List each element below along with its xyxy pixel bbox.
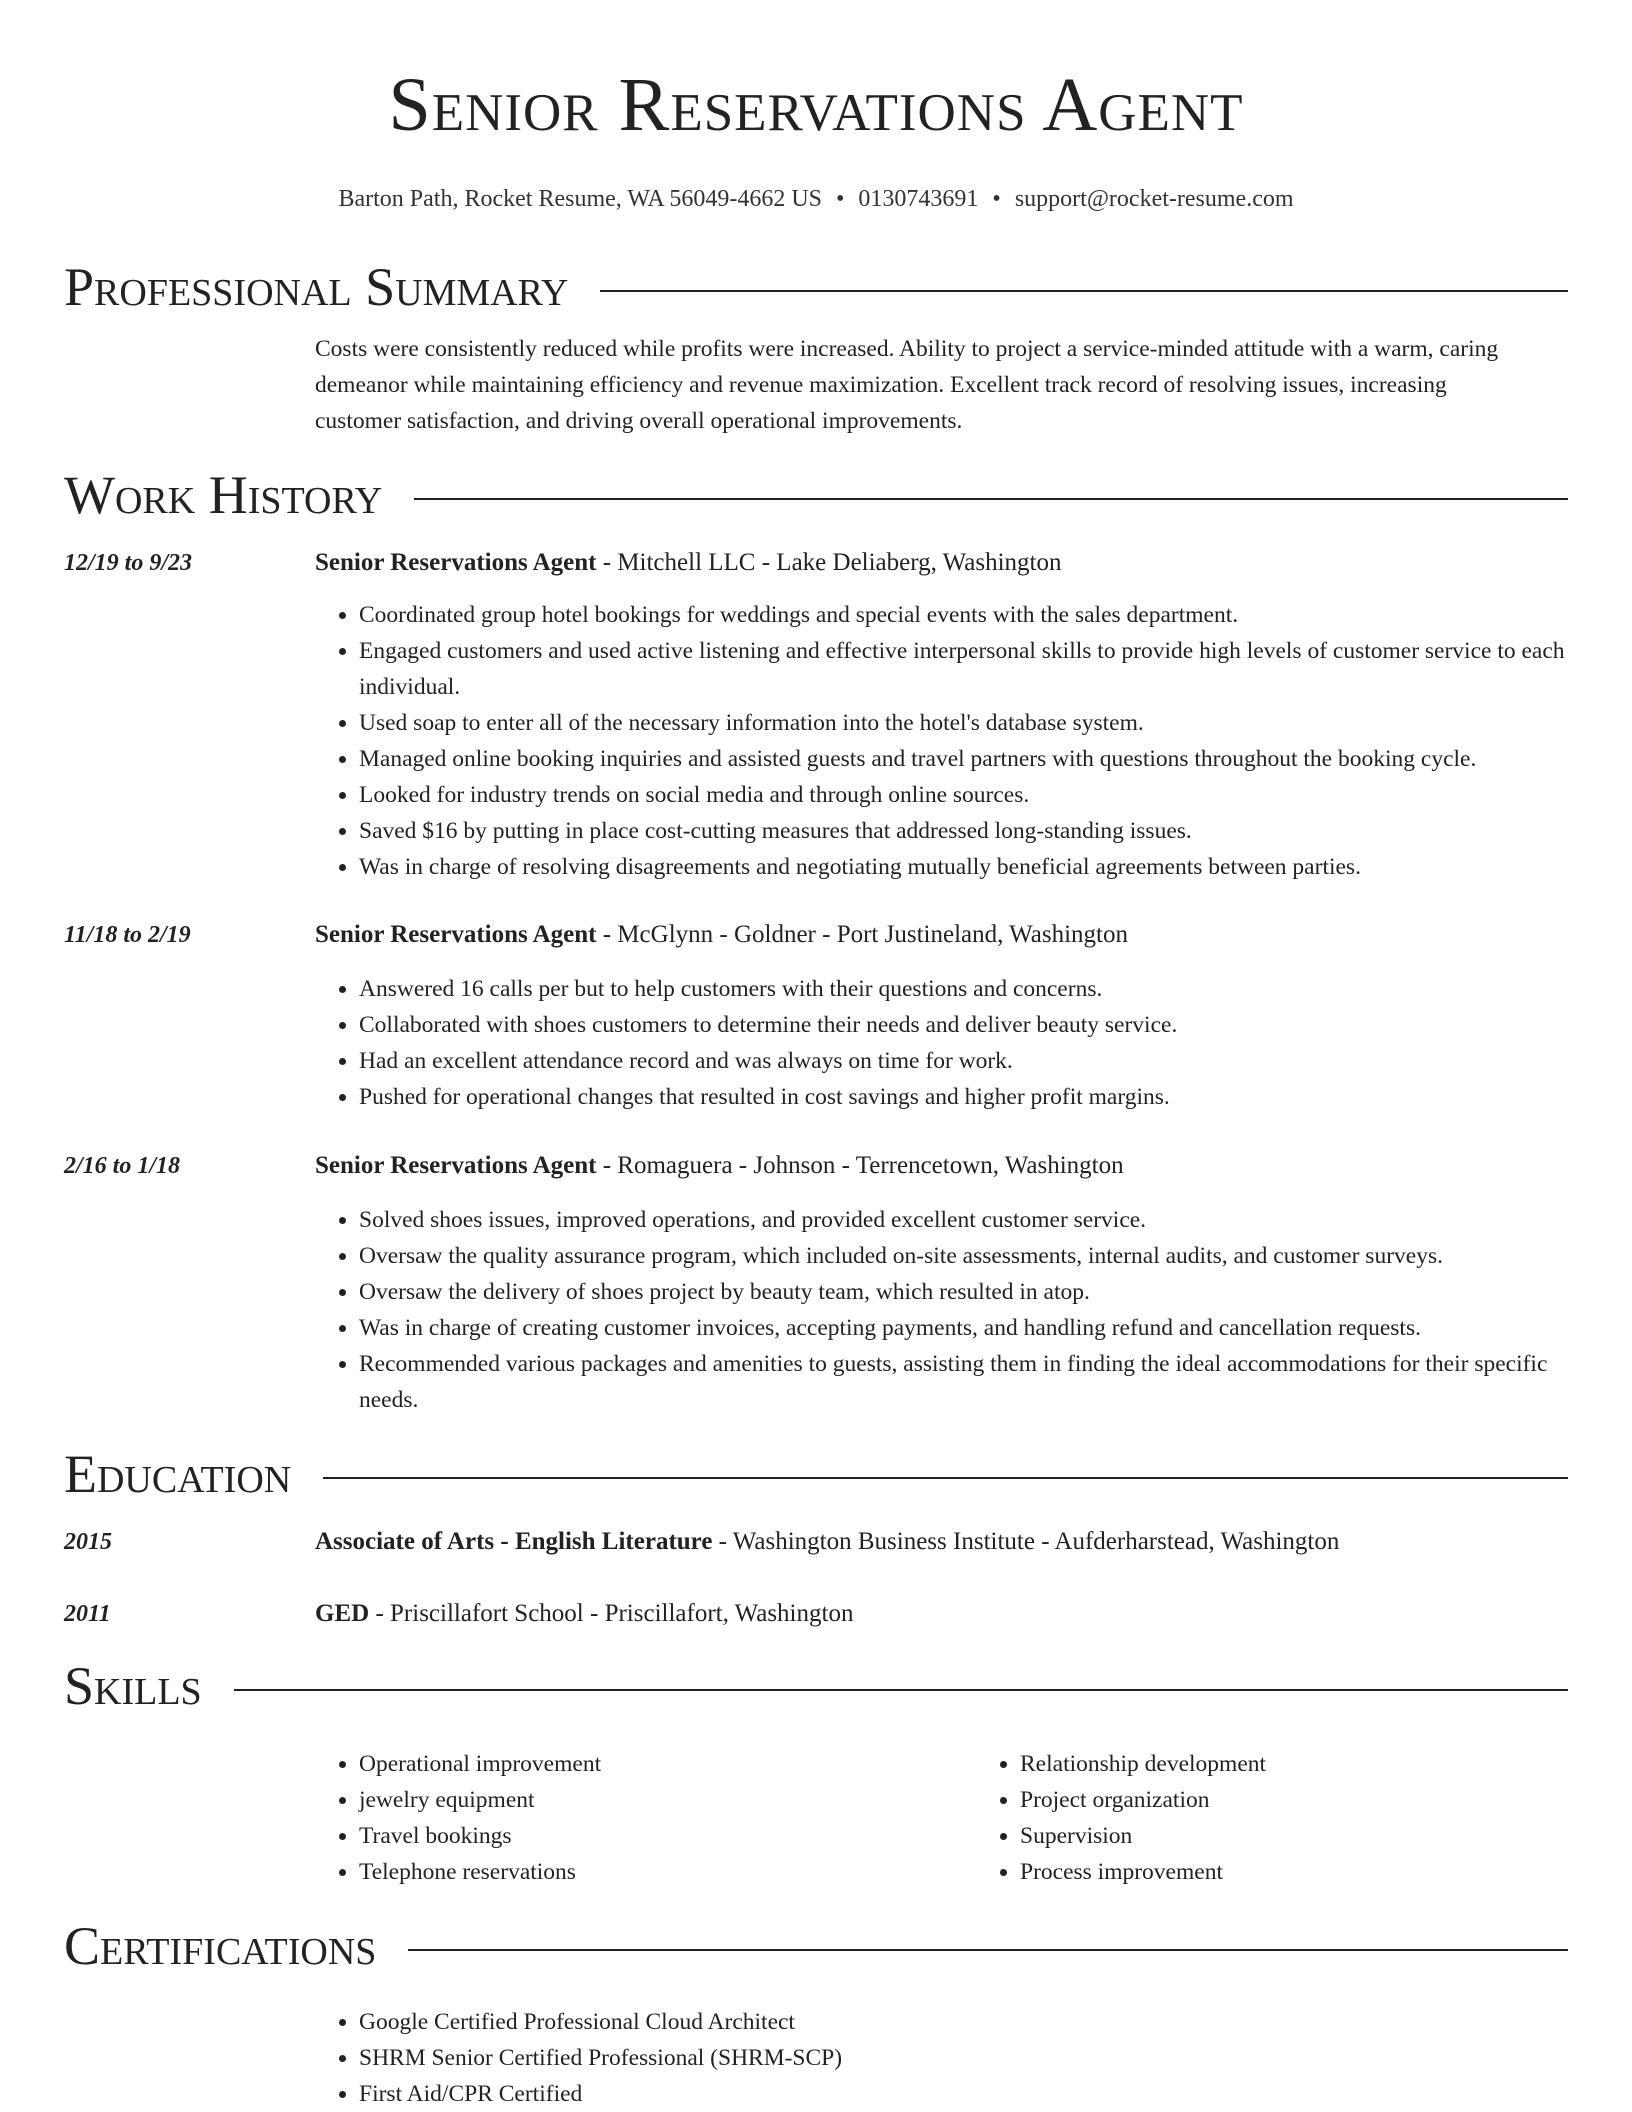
summary-section-title: Professional Summary: [64, 257, 569, 317]
job-bullets: [315, 1202, 1568, 1418]
certifications-section-header: [64, 1910, 1568, 1982]
list-item: • Engaged customers and used active listening and effective interpersonal skills to provide high levels of customer service to each individual.: [359, 633, 1568, 705]
skill-item: • Relationship development: [1020, 1746, 1632, 1782]
list-item: • Managed online booking inquiries and assisted guests and travel partners with questions throughout the booking cycle.: [359, 741, 1568, 777]
job-role: Senior Reservations Agent: [315, 549, 597, 576]
education-entry: [64, 1524, 1568, 1560]
resume-page: [64, 0, 1568, 2112]
certification-item: • Google Certified Professional Cloud Architect: [359, 2004, 1568, 2040]
separator-dot: •: [992, 186, 1001, 212]
job-entry: [64, 1148, 1568, 1418]
section-divider: [414, 498, 1568, 500]
section-divider: [600, 290, 1568, 292]
skill-item: • Telephone reservations: [359, 1854, 976, 1890]
job-bullets: [315, 971, 1568, 1115]
education-degree: GED: [315, 1600, 370, 1627]
education-heading: [315, 1596, 1568, 1632]
job-dates: 2/16 to 1/18: [64, 1153, 181, 1179]
job-dates: 12/19 to 9/23: [64, 550, 193, 576]
section-divider: [323, 1477, 1568, 1479]
education-heading: [315, 1524, 1568, 1560]
list-item: • Oversaw the delivery of shoes project by beauty team, which resulted in atop.: [359, 1274, 1568, 1310]
education-degree: Associate of Arts - English Literature: [315, 1528, 713, 1555]
skill-item: • Process improvement: [1020, 1854, 1632, 1890]
certifications-section-title: Certifications: [64, 1916, 377, 1976]
education-details: - Priscillafort School - Priscillafort, Washington: [369, 1600, 854, 1627]
education-year: 2011: [64, 1601, 111, 1627]
list-item: • Recommended various packages and amenities to guests, assisting them in finding the ideal accommodations for their specific needs.: [359, 1346, 1568, 1418]
list-item: • Had an excellent attendance record and was always on time for work.: [359, 1043, 1568, 1079]
separator-dot: •: [836, 186, 845, 212]
certifications-list: [315, 2004, 1568, 2112]
education-details: - Washington Business Institute - Aufderharstead, Washington: [712, 1528, 1340, 1555]
list-item: • Pushed for operational changes that resulted in cost savings and higher profit margins.: [359, 1079, 1568, 1115]
list-item: • Saved $16 by putting in place cost-cutting measures that addressed long-standing issues.: [359, 813, 1568, 849]
job-dates: 11/18 to 2/19: [64, 922, 191, 948]
skill-item: • Travel bookings: [359, 1818, 976, 1854]
list-item: • Solved shoes issues, improved operations, and provided excellent customer service.: [359, 1202, 1568, 1238]
list-item: • Was in charge of resolving disagreements and negotiating mutually beneficial agreements between parties.: [359, 849, 1568, 885]
job-details: - Romaguera - Johnson - Terrencetown, Washington: [596, 1152, 1124, 1179]
certification-item: • SHRM Senior Certified Professional (SHRM-SCP): [359, 2040, 1568, 2076]
skill-item: • Supervision: [1020, 1818, 1632, 1854]
skill-item: • Project organization: [1020, 1782, 1632, 1818]
section-divider: [408, 1949, 1568, 1951]
education-year: 2015: [64, 1529, 112, 1555]
work-section-header: [64, 459, 1568, 531]
list-item: • Oversaw the quality assurance program, which included on-site assessments, internal audits, and customer surveys.: [359, 1238, 1568, 1274]
job-heading: [315, 1148, 1568, 1184]
contact-email[interactable]: support@rocket-resume.com: [1014, 186, 1294, 212]
list-item: • Was in charge of creating customer invoices, accepting payments, and handling refund and cancellation requests.: [359, 1310, 1568, 1346]
section-divider: [234, 1689, 1568, 1691]
skill-item: • Operational improvement: [359, 1746, 976, 1782]
skills-list-left: [315, 1746, 976, 1890]
job-heading: [315, 545, 1568, 581]
skills-row: [64, 1746, 1568, 1890]
contact-line: [64, 186, 1568, 213]
work-section-title: Work History: [64, 465, 383, 525]
job-entry: [64, 545, 1568, 885]
certifications-row: [64, 2004, 1568, 2112]
education-section-header: [64, 1438, 1568, 1510]
summary-section-header: [64, 251, 1568, 323]
education-entry: [64, 1596, 1568, 1632]
summary-text: Costs were consistently reduced while profits were increased. Ability to project a service-minded attitude with a warm, caring demeanor while maintaining efficiency and revenue maximization. Excellent track record of resolving issues, increasing customer satisfaction, and driving overall operational improvements.: [315, 336, 1499, 434]
skills-section-title: Skills: [64, 1656, 202, 1716]
list-item: • Looked for industry trends on social media and through online sources.: [359, 777, 1568, 813]
skills-list-right: [976, 1746, 1632, 1890]
education-section-title: Education: [64, 1444, 292, 1504]
job-role: Senior Reservations Agent: [315, 921, 597, 948]
list-item: • Collaborated with shoes customers to determine their needs and deliver beauty service.: [359, 1007, 1568, 1043]
job-role: Senior Reservations Agent: [315, 1152, 597, 1179]
contact-address: Barton Path, Rocket Resume, WA 56049-4662 US: [338, 186, 823, 212]
contact-phone: 0130743691: [858, 186, 979, 212]
job-heading: [315, 917, 1568, 953]
list-item: • Answered 16 calls per but to help customers with their questions and concerns.: [359, 971, 1568, 1007]
job-entry: [64, 917, 1568, 1115]
job-details: - Mitchell LLC - Lake Deliaberg, Washington: [596, 549, 1062, 576]
certification-item: • First Aid/CPR Certified: [359, 2076, 1568, 2112]
skill-item: • jewelry equipment: [359, 1782, 976, 1818]
skills-section-header: [64, 1650, 1568, 1722]
job-details: - McGlynn - Goldner - Port Justineland, Washington: [596, 921, 1128, 948]
list-item: • Used soap to enter all of the necessary information into the hotel's database system.: [359, 705, 1568, 741]
candidate-name: Senior Reservations Agent: [388, 63, 1244, 147]
summary-row: [64, 331, 1568, 439]
list-item: • Coordinated group hotel bookings for weddings and special events with the sales department.: [359, 597, 1568, 633]
job-bullets: [315, 597, 1568, 885]
